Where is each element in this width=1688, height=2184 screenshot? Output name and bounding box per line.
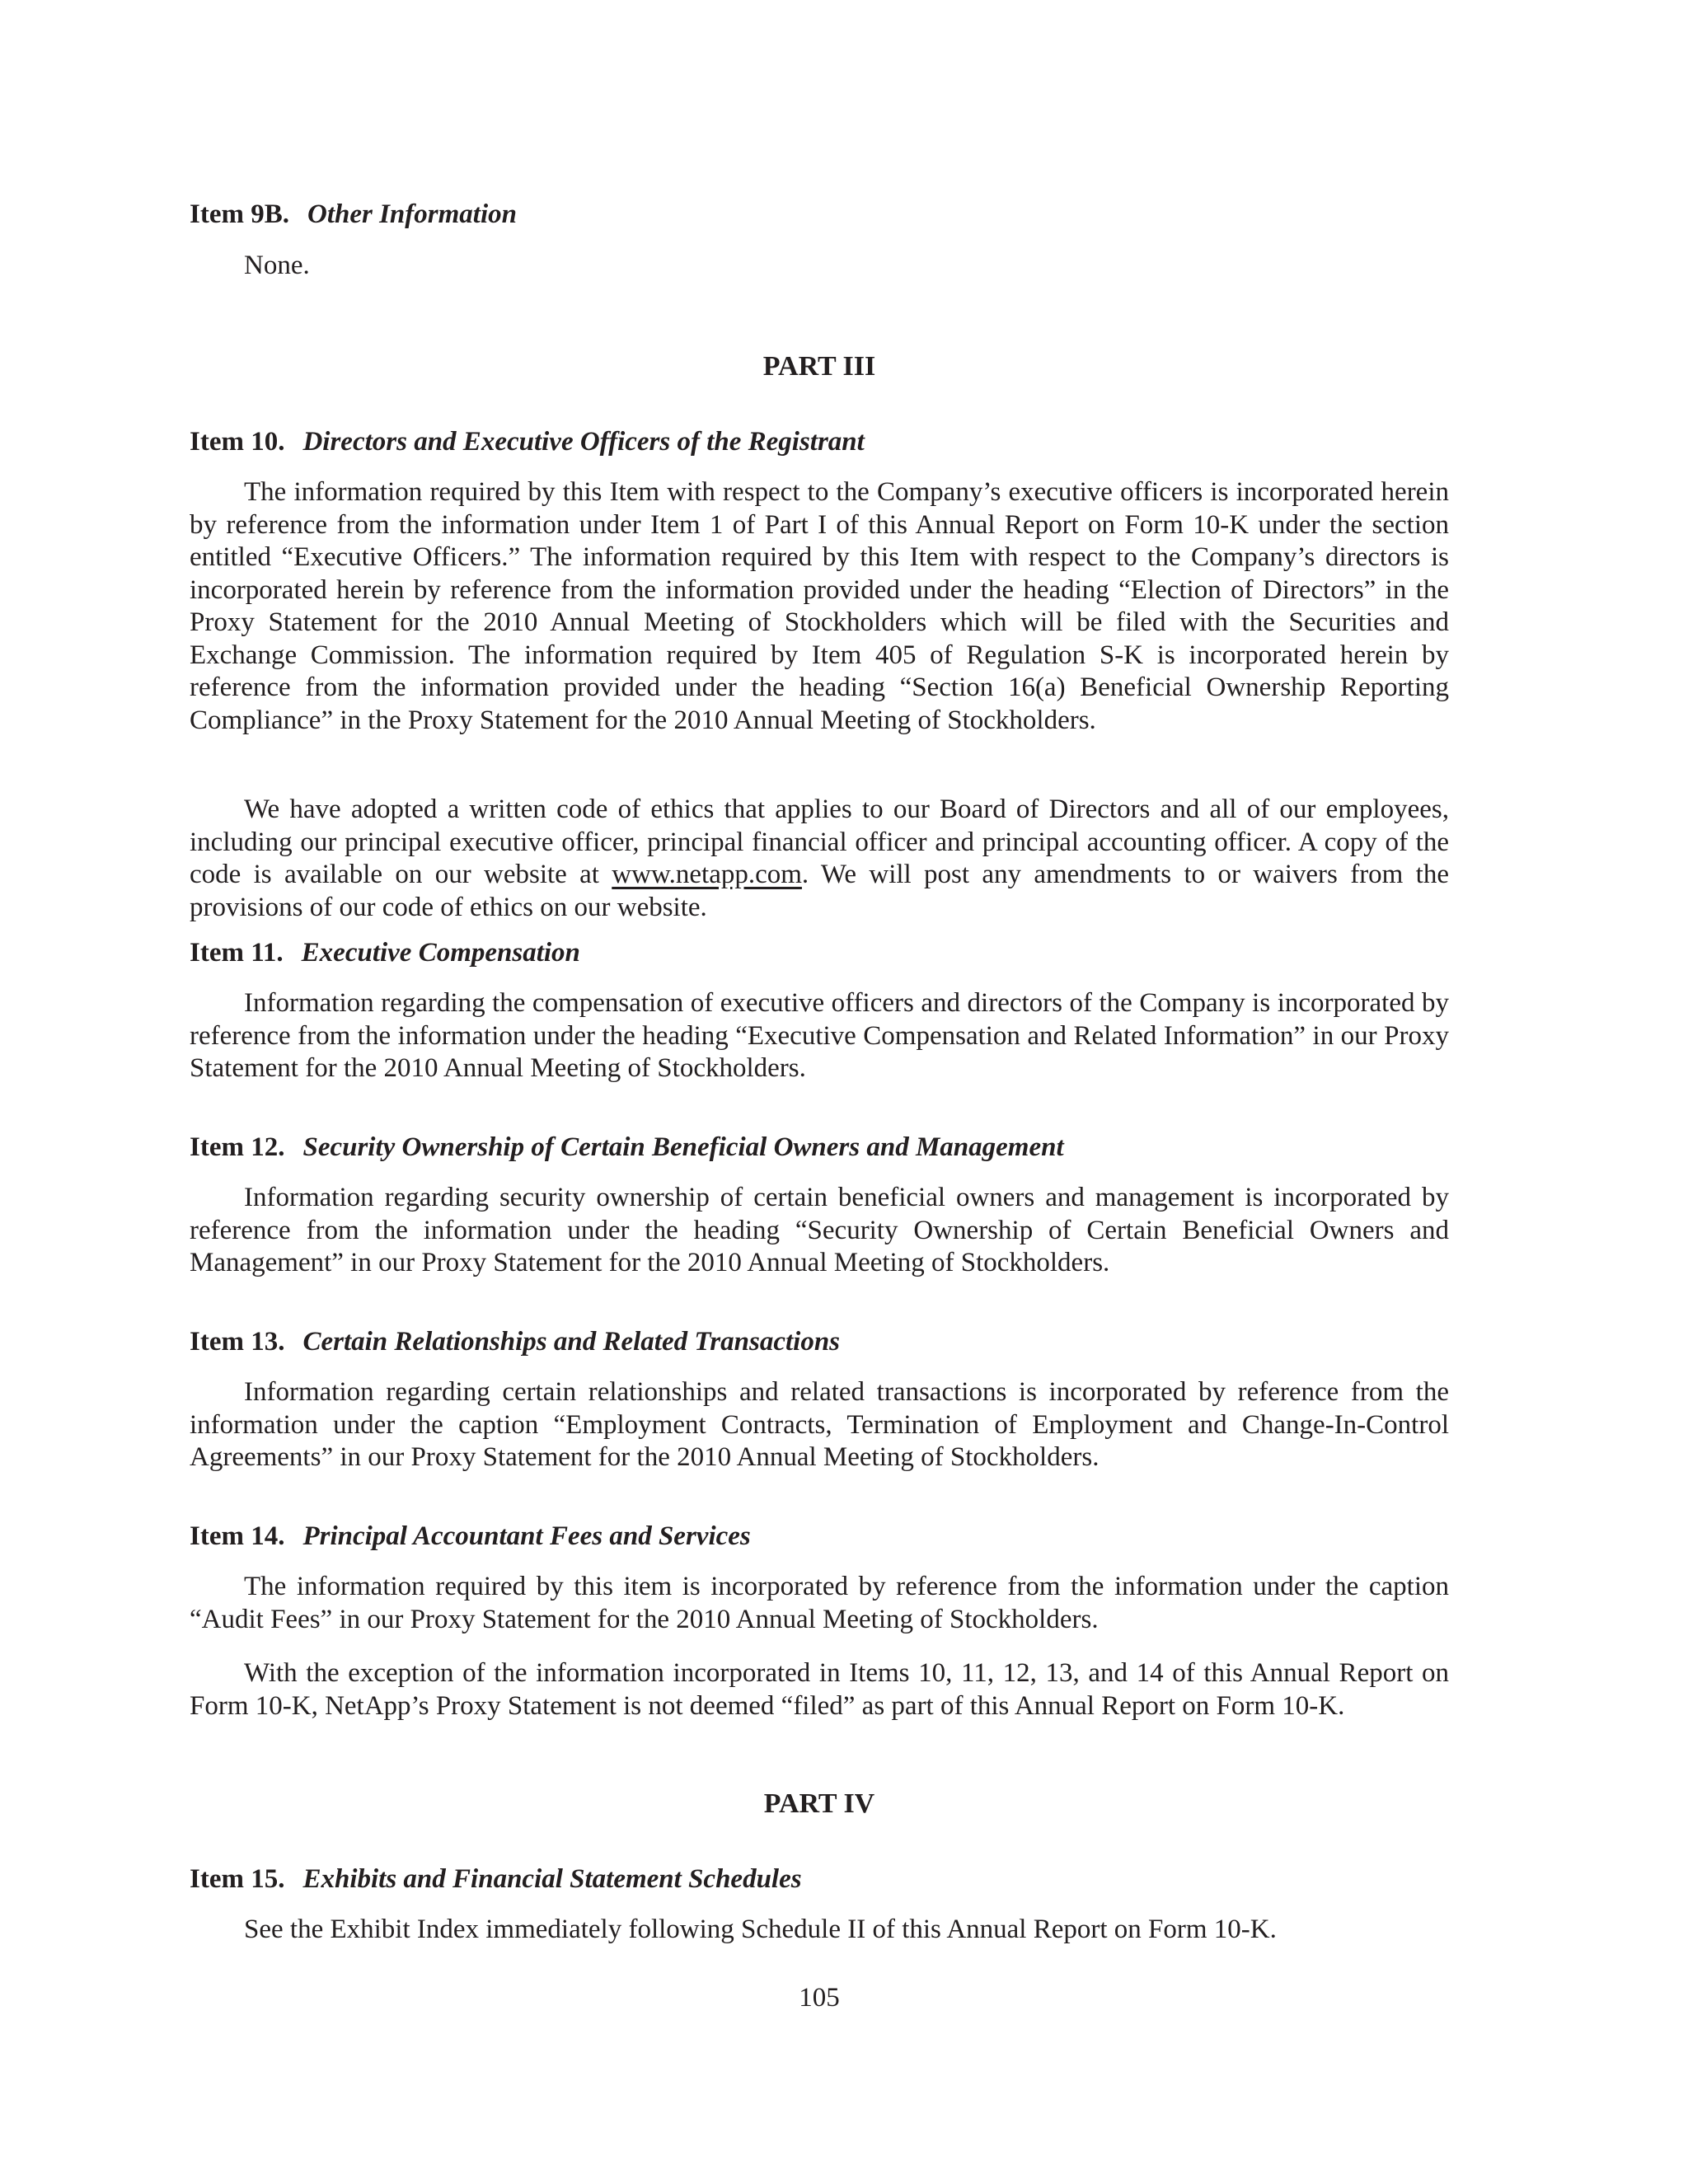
item-9b-body: None. — [244, 251, 310, 280]
item-14-heading — [190, 1523, 751, 1550]
item-number: Item 15. — [190, 1864, 285, 1894]
item-13-heading — [190, 1329, 840, 1356]
item-title: Security Ownership of Certain Beneficial Owners and Management — [302, 1132, 1064, 1162]
paragraph-text: We have adopted a written code of ethics that applies to our Board of Directors and all of our employees, including our principal executive officer, principal financial officer and principal accounting officer. A copy of the code is available on our website at — [190, 794, 1449, 889]
item-title: Exhibits and Financial Statement Schedules — [302, 1864, 802, 1894]
item-number: Item 10. — [190, 427, 285, 457]
item-11-body: Information regarding the compensation of executive officers and directors of the Company is incorporated by reference from the information under the heading “Executive Compensation and Related Information” in our Proxy Statement for the 2010 Annual Meeting of Stockholders. — [190, 988, 1449, 1083]
item-title: Directors and Executive Officers of the Registrant — [302, 427, 865, 457]
item-title: Principal Accountant Fees and Services — [302, 1521, 751, 1551]
item-14-paragraph-1: The information required by this item is incorporated by reference from the information under the caption “Audit Fees” in our Proxy Statement for the 2010 Annual Meeting of Stockholders. — [190, 1572, 1449, 1634]
item-13-body: Information regarding certain relationships and related transactions is incorporated by reference from the information under the caption “Employment Contracts, Termination of Employment and Change-In-Control Agreements” in our Proxy Statement for the 2010 Annual Meeting of Stockholders. — [190, 1377, 1449, 1472]
item-number: Item 9B. — [190, 199, 289, 229]
item-9b-heading — [190, 201, 517, 228]
document-page — [190, 0, 1449, 2184]
item-number: Item 13. — [190, 1327, 285, 1357]
item-title: Certain Relationships and Related Transactions — [302, 1327, 841, 1357]
item-number: Item 14. — [190, 1521, 285, 1551]
item-14-paragraph-2: With the exception of the information incorporated in Items 10, 11, 12, 13, and 14 of this Annual Report on Form 10-K, NetApp’s Proxy Statement is not deemed “filed” as part of this Annual Report on Form 10-K. — [190, 1658, 1449, 1721]
netapp-website-link[interactable]: www.netapp.com — [612, 860, 802, 889]
item-12-heading — [190, 1134, 1064, 1161]
item-11-heading — [190, 940, 580, 967]
part-iv-heading: PART IV — [763, 1788, 875, 1819]
item-number: Item 11. — [190, 938, 284, 968]
item-10-paragraph-2 — [190, 794, 1449, 924]
item-15-heading — [190, 1866, 802, 1893]
item-title: Executive Compensation — [301, 938, 580, 968]
item-title: Other Information — [307, 199, 517, 229]
part-iii-heading: PART III — [762, 351, 876, 382]
page-number: 105 — [799, 1983, 840, 2013]
item-15-body: See the Exhibit Index immediately following Schedule II of this Annual Report on Form 10-K. — [244, 1915, 1277, 1944]
paragraph-text: . We will post any amendments to or waivers from the provisions of our code of ethics on our website. — [190, 860, 1449, 922]
item-number: Item 12. — [190, 1132, 285, 1162]
item-10-paragraph-1: The information required by this Item with respect to the Company’s executive officers is incorporated herein by reference from the information under Item 1 of Part I of this Annual Report on Form 10-K under the section entitled “Executive Officers.” The information required by this Item with respect to the Company’s directors is incorporated herein by reference from the information provided under the heading “Election of Directors” in the Proxy Statement for the 2010 Annual Meeting of Stockholders which will be filed with the Securities and Exchange Commission. The information required by Item 405 of Regulation S-K is incorporated herein by reference from the information provided under the heading “Section 16(a) Beneficial Ownership Reporting Compliance” in the Proxy Statement for the 2010 Annual Meeting of Stockholders. — [190, 477, 1449, 735]
item-10-heading — [190, 429, 865, 456]
item-12-body: Information regarding security ownership of certain beneficial owners and management is incorporated by reference from the information under the heading “Security Ownership of Certain Beneficial Owners and Management” in our Proxy Statement for the 2010 Annual Meeting of Stockholders. — [190, 1183, 1449, 1277]
